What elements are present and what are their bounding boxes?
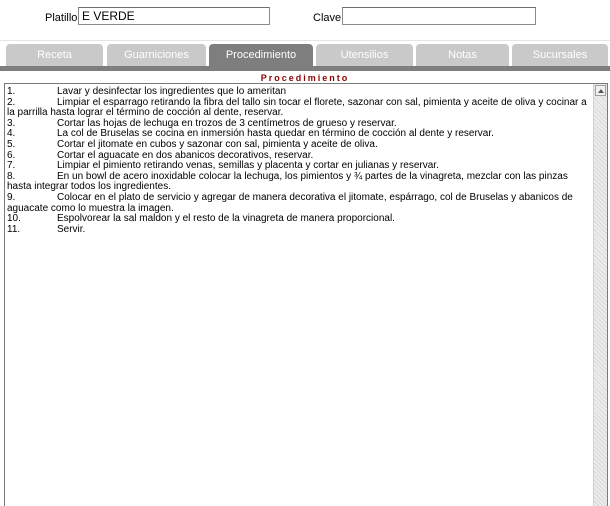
step-text: Servir. [57,223,86,235]
platillo-input[interactable] [78,7,270,25]
step-number: 9. [7,191,16,203]
step-text: En un bowl de acero inoxidable colocar la lechuga, los pimientos y ¾ partes de la vinagreta, mezclar con las pinzas hasta integrar todos los ingredientes. [7,170,568,193]
step-text: Limpiar el esparrago retirando la fibra del tallo sin tocar el florete, sazonar con sal, pimienta y aceite de oliva y cocinar a la parrilla hasta lograr el término de cocción al dente, reservar. [7,96,587,119]
procedure-step [7,225,593,236]
step-text: Cortar el aguacate en dos abanicos decorativos, reservar. [57,149,314,161]
step-number: 7. [7,160,16,172]
divider [0,40,610,41]
step-number: 8. [7,170,16,182]
section-title: Procedimiento [260,73,350,83]
tab-sucursales[interactable] [512,44,608,66]
tab-label: Sucursales [532,49,588,61]
vertical-scrollbar[interactable] [593,84,607,506]
tab-notas[interactable] [416,44,509,66]
procedure-step [7,214,593,225]
procedure-text [7,87,593,235]
tab-label: Receta [37,49,72,61]
step-text: La col de Bruselas se cocina en inmersión hasta quedar en término de cocción al dente y reservar. [57,128,494,140]
step-text: Colocar en el plato de servicio y agregar de manera decorativa el jitomate, espárrago, col de Bruselas y abanicos de aguacate como lo muestra la imagen. [7,191,573,214]
tab-utensilios[interactable] [316,44,413,66]
clave-label: Clave [313,12,342,24]
procedure-step [7,172,593,193]
tab-label: Guarniciones [124,49,189,61]
step-number: 1. [7,86,16,97]
step-text: Lavar y desinfectar los ingredientes que lo ameritan [57,86,287,97]
tab-bar [0,44,610,66]
tab-label: Notas [448,49,477,61]
tab-receta[interactable] [6,44,103,66]
tab-underline [0,66,610,71]
platillo-label: Platillo [45,12,78,24]
step-number: 4. [7,128,16,140]
step-number: 3. [7,117,16,129]
step-number: 10. [7,213,21,225]
step-text: Cortar las hojas de lechuga en trozos de 3 centímetros de grueso y reservar. [57,117,397,129]
step-number: 2. [7,96,16,108]
tab-label: Utensilios [340,49,389,61]
step-number: 11. [7,223,21,235]
procedure-step [7,98,593,119]
step-number: 5. [7,138,16,150]
tab-procedimiento[interactable] [209,44,313,66]
step-text: Limpiar el pimiento retirando venas, semillas y placenta y cortar en julianas y reservar. [57,160,439,172]
scroll-up-button[interactable] [595,85,606,96]
tab-guarniciones[interactable] [107,44,206,66]
arrow-up-icon [598,89,604,93]
step-text: Espolvorear la sal maldon y el resto de la vinagreta de manera proporcional. [57,213,395,225]
procedure-textarea[interactable] [4,83,608,506]
header-form [0,0,610,34]
step-number: 6. [7,149,16,161]
procedure-step [7,193,593,214]
clave-input[interactable] [342,7,536,25]
tab-label: Procedimiento [225,49,297,61]
step-text: Cortar el jitomate en cubos y sazonar con sal, pimienta y aceite de oliva. [57,138,378,150]
